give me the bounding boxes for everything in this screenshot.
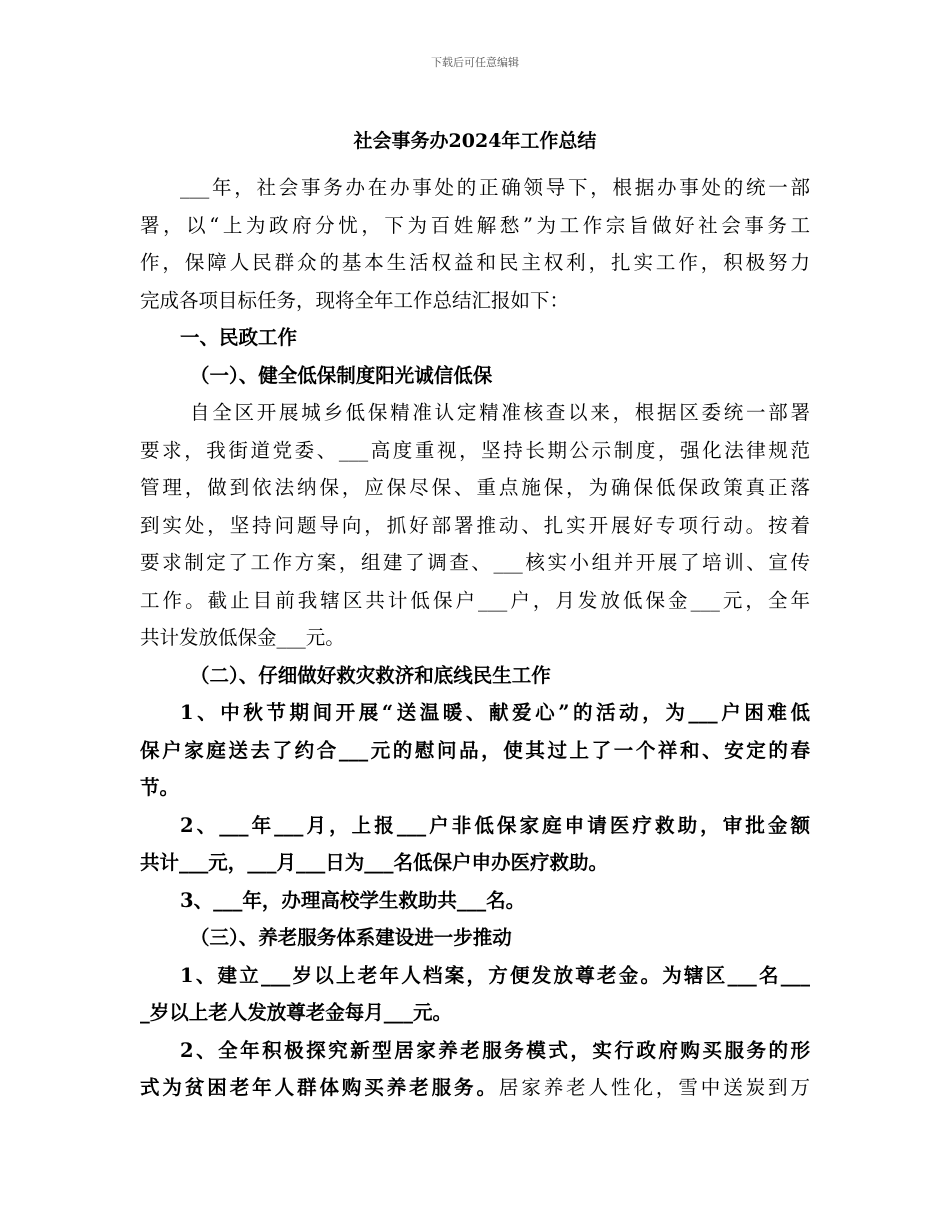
text-line: 一、民政工作 xyxy=(180,326,298,349)
text-line: ___年，社会事务办在办事处的正确领导下，根据办事处的统一部 xyxy=(180,176,810,199)
text-line: 管理，做到依法纳保，应保尽保、重点施保，为确保低保政策真正落 xyxy=(140,476,810,499)
text-line: 要求，我街道党委、___高度重视，坚持长期公示制度，强化法律规范 xyxy=(140,438,810,462)
text-line: 共计发放低保金___元。 xyxy=(140,626,345,649)
text-line: 工作。截止目前我辖区共计低保户___户，月发放低保金___元，全年 xyxy=(140,588,810,612)
text-line: 1、中秋节期间开展“送温暖、献爱心”的活动，为___户困难低 xyxy=(180,701,810,724)
text-line: 共计___元，___月___日为___名低保户申办医疗救助。 xyxy=(140,851,609,874)
document-title: 社会事务办2024年工作总结 xyxy=(353,130,597,152)
text-line: 3、___年，办理高校学生救助共___名。 xyxy=(180,888,526,912)
text-line: （一）、健全低保制度阳光诚信低保 xyxy=(190,363,493,387)
text-line: 节。 xyxy=(140,776,180,799)
text-segment: 居家养老人性化，雪中送炭到万 xyxy=(498,1076,810,1099)
text-line: （三）、养老服务体系建设进一步推动 xyxy=(190,926,512,949)
text-line: 署，以“上为政府分忧，下为百姓解愁”为工作宗旨做好社会事务工 xyxy=(140,213,810,237)
text-line: _岁以上老人发放尊老金每月___元。 xyxy=(140,1001,453,1024)
text-line: 保户家庭送去了约合___元的慰问品，使其过上了一个祥和、安定的春 xyxy=(140,738,810,762)
text-line: 自全区开展城乡低保精准认定精准核查以来，根据区委统一部署 xyxy=(190,401,810,424)
header-note: 下载后可任意编辑 xyxy=(431,56,519,69)
text-line: 完成各项目标任务，现将全年工作总结汇报如下： xyxy=(140,288,570,312)
text-line: 1、建立___岁以上老年人档案，方便发放尊老金。为辖区___名___ xyxy=(180,963,810,987)
text-line: 要求制定了工作方案，组建了调查、___核实小组并开展了培训、宣传 xyxy=(140,551,810,574)
text-line: 到实处，坚持问题导向，抓好部署推动、扎实开展好专项行动。按着 xyxy=(140,513,810,537)
document-body xyxy=(140,169,810,1107)
text-line: 2、全年积极探究新型居家养老服务模式，实行政府购买服务的形 xyxy=(180,1038,810,1062)
text-line: 2、___年___月，上报___户非低保家庭申请医疗救助，审批金额 xyxy=(180,813,810,837)
text-segment: 式为贫困老年人群体购买养老服务。 xyxy=(140,1076,499,1099)
text-line: （二）、仔细做好救灾救济和底线民生工作 xyxy=(190,663,551,687)
text-line: 作，保障人民群众的基本生活权益和民主权利，扎实工作，积极努力 xyxy=(140,251,810,274)
text-line xyxy=(140,1069,810,1107)
